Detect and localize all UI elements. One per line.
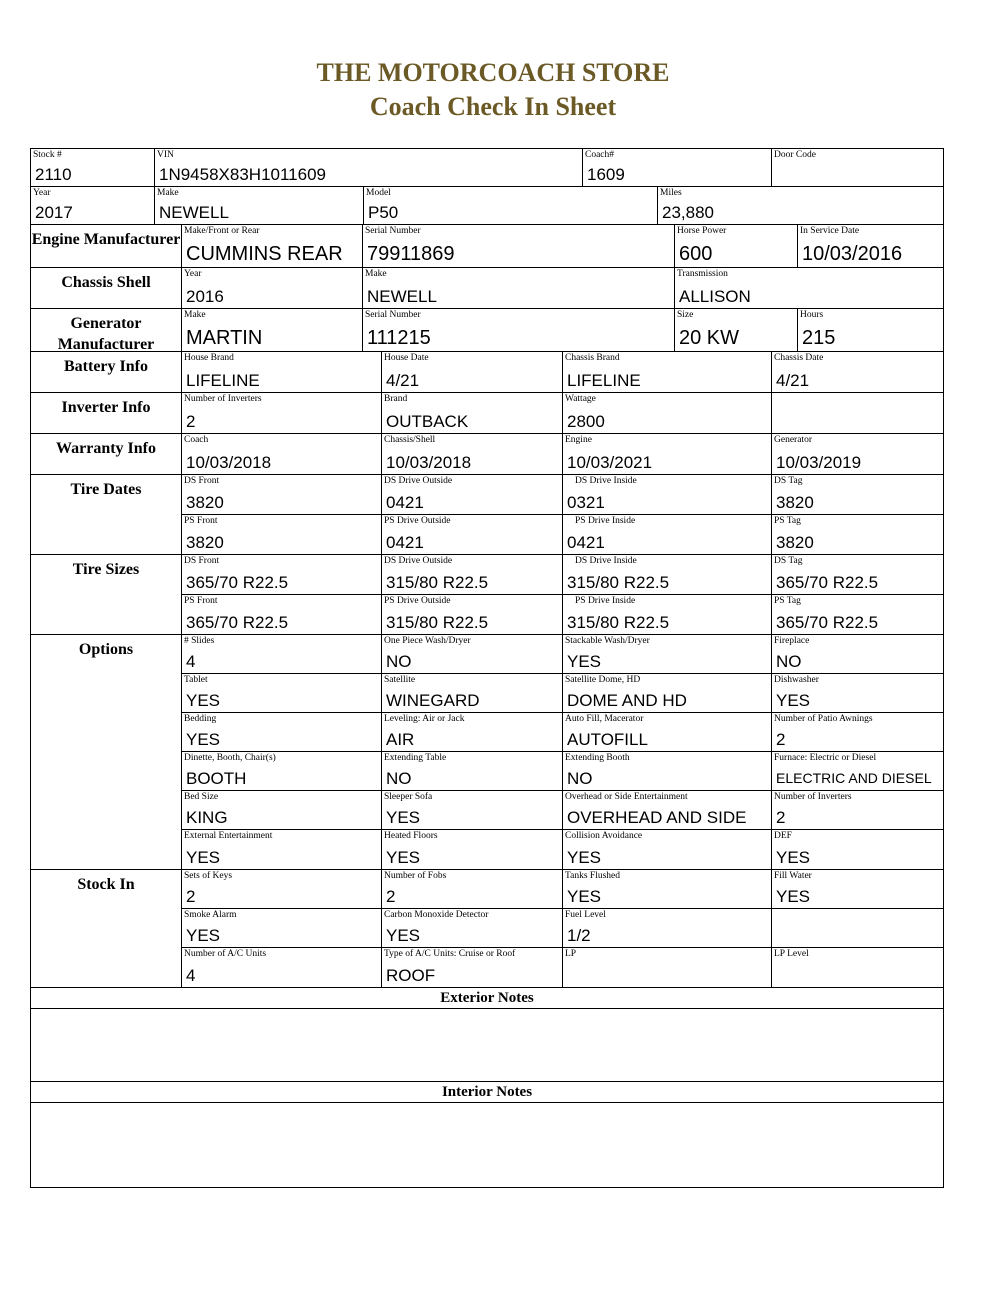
field-model[interactable]: Model P50 — [364, 187, 658, 224]
field-label: Overhead or Side Entertainment — [565, 792, 688, 802]
warranty-group-label: Warranty Info — [31, 434, 182, 474]
field-warranty-generator[interactable]: Generator 10/03/2019 — [774, 435, 862, 472]
generator-group-label: Generator Manufacturer — [31, 309, 182, 351]
field-value: 1/2 — [567, 926, 591, 945]
options-field[interactable] — [382, 791, 563, 829]
field-value: 2 — [186, 887, 196, 906]
field-ts-ps-front[interactable]: PS Front 365/70 R22.5 — [182, 595, 382, 634]
group-battery — [31, 352, 943, 393]
interior-notes-area[interactable] — [31, 1103, 943, 1187]
options-row — [182, 791, 943, 830]
field-label: Fill Water — [774, 871, 812, 881]
field-value: YES — [186, 730, 221, 749]
options-field[interactable] — [772, 791, 943, 829]
options-field[interactable] — [182, 635, 382, 673]
field-label: Bedding — [184, 714, 217, 724]
field-value: YES — [386, 808, 421, 827]
tire-dates-row-ds — [182, 475, 943, 515]
stock-in-field[interactable] — [382, 948, 563, 987]
field-label: Auto Fill, Macerator — [565, 714, 644, 724]
field-ts-ds-drive-outside[interactable]: DS Drive Outside 315/80 R22.5 — [382, 555, 563, 594]
field-value: ROOF — [386, 966, 436, 985]
field-label: Carbon Monoxide Detector — [384, 910, 489, 920]
field-coach[interactable]: Coach# 1609 — [583, 149, 772, 186]
chassis-group-label: Chassis Shell — [31, 268, 182, 308]
tire-sizes-row-ps — [182, 595, 943, 634]
stock-in-field[interactable] — [382, 870, 563, 908]
vin-value: 1N9458X83H1011609 — [159, 165, 326, 184]
field-value: DOME AND HD — [567, 691, 687, 710]
options-field[interactable] — [182, 830, 382, 869]
options-row — [182, 635, 943, 674]
field-value: YES — [567, 848, 602, 867]
field-warranty-chassis[interactable]: Chassis/Shell 10/03/2018 — [382, 434, 563, 474]
field-label: External Entertainment — [184, 831, 273, 841]
options-field[interactable] — [563, 791, 772, 829]
stock-in-field[interactable] — [382, 909, 563, 947]
options-field[interactable] — [772, 830, 943, 869]
field-value: YES — [776, 691, 811, 710]
field-engine-make[interactable]: Make/Front or Rear CUMMINS REAR — [182, 225, 363, 267]
stock-in-field[interactable] — [772, 870, 943, 908]
field-td-ds-drive-outside[interactable]: DS Drive Outside 0421 — [382, 475, 563, 514]
field-value: BOOTH — [186, 769, 247, 788]
group-generator — [31, 309, 943, 352]
field-label: Extending Table — [384, 753, 447, 763]
stock-in-field[interactable] — [772, 909, 943, 947]
field-chassis-year[interactable]: Year 2016 — [182, 268, 363, 308]
field-horse-power[interactable]: Horse Power 600 — [675, 225, 798, 267]
field-value: YES — [386, 926, 421, 945]
field-label: # Slides — [184, 636, 215, 646]
field-label: Dishwasher — [774, 675, 819, 685]
field-house-brand[interactable]: House Brand LIFELINE — [182, 352, 382, 392]
field-stock[interactable]: Stock # 2110 — [31, 149, 155, 186]
miles-value: 23,880 — [662, 203, 714, 222]
field-house-date[interactable]: House Date 4/21 — [382, 352, 563, 392]
group-options — [31, 635, 943, 870]
field-label: Sets of Keys — [184, 871, 233, 881]
field-in-service-date[interactable]: In Service Date 10/03/2016 — [800, 226, 903, 265]
field-label: Number of Inverters — [774, 792, 852, 802]
group-stock-in — [31, 870, 943, 988]
options-row — [182, 674, 943, 713]
field-label: DEF — [774, 831, 792, 841]
field-td-ds-front[interactable]: DS Front 3820 — [182, 475, 382, 514]
field-value: YES — [186, 926, 221, 945]
field-wattage[interactable]: Wattage 2800 — [563, 393, 772, 433]
stock-in-field[interactable] — [772, 948, 943, 987]
exterior-notes-area[interactable] — [31, 1009, 943, 1082]
field-value: AIR — [386, 730, 415, 749]
field-door-code[interactable]: Door Code — [774, 150, 816, 160]
make-value: NEWELL — [159, 203, 229, 222]
field-number-of-inverters[interactable]: Number of Inverters 2 — [182, 393, 382, 433]
field-value: 2 — [386, 887, 396, 906]
field-value: ELECTRIC AND DIESEL — [776, 770, 932, 786]
field-label: Satellite Dome, HD — [565, 675, 641, 685]
group-tire-sizes — [31, 555, 943, 635]
field-value: NO — [776, 652, 802, 671]
battery-group-label: Battery Info — [31, 352, 182, 392]
group-tire-dates — [31, 475, 943, 555]
engine-group-label: Engine Manufacturer — [31, 225, 182, 267]
field-make[interactable]: Make NEWELL — [155, 187, 364, 224]
field-value: YES — [186, 848, 221, 867]
field-value: 2 — [776, 808, 786, 827]
options-field[interactable] — [772, 752, 943, 790]
group-warranty — [31, 434, 943, 475]
field-empty — [772, 393, 943, 433]
field-label: Fireplace — [774, 636, 810, 646]
field-ts-ps-drive-inside[interactable]: PS Drive Inside 315/80 R22.5 — [563, 595, 772, 634]
field-label: LP Level — [774, 949, 809, 959]
tire-sizes-row-ds — [182, 555, 943, 595]
row-year-make — [31, 187, 943, 225]
field-td-ds-drive-inside[interactable]: DS Drive Inside 0321 — [563, 475, 772, 514]
field-value: KING — [186, 808, 228, 827]
field-value: YES — [386, 848, 421, 867]
options-field[interactable] — [563, 752, 772, 790]
field-vin[interactable]: VIN 1N9458X83H1011609 — [155, 149, 583, 186]
stock-in-row — [182, 909, 943, 948]
field-ts-ps-drive-outside[interactable]: PS Drive Outside 315/80 R22.5 — [382, 595, 563, 634]
options-field[interactable] — [563, 635, 772, 673]
stock-value: 2110 — [35, 165, 72, 184]
field-label: Furnace: Electric or Diesel — [774, 753, 877, 763]
field-label: Number of Patio Awnings — [774, 714, 873, 724]
field-value: YES — [776, 848, 811, 867]
row-stock-vin — [31, 149, 943, 187]
field-label: Extending Booth — [565, 753, 630, 763]
stock-in-row — [182, 948, 943, 987]
field-td-ps-drive-inside[interactable]: PS Drive Inside 0421 — [563, 515, 772, 554]
field-label: Bed Size — [184, 792, 219, 802]
field-value: AUTOFILL — [567, 730, 648, 749]
field-engine-serial[interactable]: Serial Number 79911869 — [363, 225, 675, 267]
stock-in-field[interactable] — [182, 909, 382, 947]
field-label: Stackable Wash/Dryer — [565, 636, 650, 646]
field-miles[interactable]: Miles 23,880 — [660, 188, 714, 222]
field-value: NO — [386, 769, 412, 788]
options-row — [182, 830, 943, 869]
field-value: 4 — [186, 652, 196, 671]
group-chassis — [31, 268, 943, 309]
field-chassis-date[interactable]: Chassis Date 4/21 — [774, 353, 824, 390]
store-name: THE MOTORCOACH STORE — [316, 58, 670, 87]
field-value: YES — [776, 887, 811, 906]
field-value: YES — [567, 887, 602, 906]
field-label: Type of A/C Units: Cruise or Roof — [384, 949, 516, 959]
field-td-ps-front[interactable]: PS Front 3820 — [182, 515, 382, 554]
field-td-ps-tag[interactable]: PS Tag 3820 — [774, 516, 814, 552]
field-value: YES — [186, 691, 221, 710]
field-label: Fuel Level — [565, 910, 606, 920]
inverter-group-label: Inverter Info — [31, 393, 182, 433]
options-field[interactable] — [382, 752, 563, 790]
group-inverter — [31, 393, 943, 434]
field-value: YES — [567, 652, 602, 671]
options-field[interactable] — [182, 791, 382, 829]
field-label: Tablet — [184, 675, 208, 685]
field-label: Smoke Alarm — [184, 910, 237, 920]
field-value: OVERHEAD AND SIDE — [567, 808, 747, 827]
coach-value: 1609 — [587, 165, 625, 184]
field-generator-serial[interactable]: Serial Number 111215 — [363, 309, 675, 351]
options-field[interactable] — [772, 674, 943, 712]
interior-notes-title: Interior Notes — [31, 1082, 943, 1103]
tire-dates-row-ps — [182, 515, 943, 554]
field-label: Tanks Flushed — [565, 871, 621, 881]
field-label: Number of A/C Units — [184, 949, 267, 959]
options-field[interactable] — [563, 713, 772, 751]
field-value: NO — [386, 652, 412, 671]
field-value: 2 — [776, 730, 786, 749]
stock-in-field[interactable] — [563, 870, 772, 908]
stock-in-field[interactable] — [563, 909, 772, 947]
field-label: Collision Avoidance — [565, 831, 643, 841]
year-value: 2017 — [35, 203, 73, 222]
field-value: WINEGARD — [386, 691, 480, 710]
field-ts-ds-tag[interactable]: DS Tag 365/70 R22.5 — [774, 556, 879, 592]
field-td-ps-drive-outside[interactable]: PS Drive Outside 0421 — [382, 515, 563, 554]
tire-dates-group-label: Tire Dates — [31, 475, 182, 554]
field-label: Sleeper Sofa — [384, 792, 433, 802]
exterior-notes-title: Exterior Notes — [31, 988, 943, 1009]
field-ts-ps-tag[interactable]: PS Tag 365/70 R22.5 — [774, 596, 879, 632]
options-field[interactable] — [182, 752, 382, 790]
options-field[interactable] — [563, 674, 772, 712]
field-warranty-coach[interactable]: Coach 10/03/2018 — [182, 434, 382, 474]
options-field[interactable] — [382, 674, 563, 712]
field-inverter-brand[interactable]: Brand OUTBACK — [382, 393, 563, 433]
field-year[interactable]: Year 2017 — [31, 187, 155, 224]
field-chassis-make[interactable]: Make NEWELL — [363, 268, 675, 308]
stock-in-field[interactable] — [563, 948, 772, 987]
field-value: 4 — [186, 966, 196, 985]
field-warranty-engine[interactable]: Engine 10/03/2021 — [563, 434, 772, 474]
field-label: Satellite — [384, 675, 416, 685]
field-td-ds-tag[interactable]: DS Tag 3820 — [774, 476, 814, 512]
options-field[interactable] — [382, 635, 563, 673]
options-field[interactable] — [382, 830, 563, 869]
sheet-title: Coach Check In Sheet — [369, 92, 617, 121]
options-field[interactable] — [772, 635, 943, 673]
check-in-form — [30, 148, 944, 1188]
stock-in-field[interactable] — [182, 948, 382, 987]
stock-in-group-label: Stock In — [31, 870, 182, 987]
field-label: Number of Fobs — [384, 871, 447, 881]
field-label: Leveling: Air or Jack — [384, 714, 465, 724]
field-ts-ds-front[interactable]: DS Front 365/70 R22.5 — [182, 555, 382, 594]
field-value: NO — [567, 769, 593, 788]
field-ts-ds-drive-inside[interactable]: DS Drive Inside 315/80 R22.5 — [563, 555, 772, 594]
field-label: Dinette, Booth, Chair(s) — [184, 753, 276, 763]
field-label: Heated Floors — [384, 831, 438, 841]
field-label: One Piece Wash/Dryer — [384, 636, 471, 646]
options-field[interactable] — [772, 713, 943, 751]
field-generator-size[interactable]: Size 20 KW — [675, 309, 798, 351]
field-label: LP — [565, 949, 577, 959]
field-generator-hours[interactable]: Hours 215 — [800, 310, 836, 349]
field-chassis-brand[interactable]: Chassis Brand LIFELINE — [563, 352, 772, 392]
options-field[interactable] — [182, 713, 382, 751]
stock-in-field[interactable] — [182, 870, 382, 908]
model-value: P50 — [368, 203, 399, 222]
stock-in-row — [182, 870, 943, 909]
options-row — [182, 713, 943, 752]
group-engine — [31, 225, 943, 268]
options-field[interactable] — [382, 713, 563, 751]
options-row — [182, 752, 943, 791]
tire-sizes-group-label: Tire Sizes — [31, 555, 182, 634]
options-field[interactable] — [182, 674, 382, 712]
options-group-label: Options — [31, 635, 182, 869]
field-transmission[interactable]: Transmission ALLISON — [677, 269, 751, 306]
options-field[interactable] — [563, 830, 772, 869]
field-generator-make[interactable]: Make MARTIN — [182, 309, 363, 351]
